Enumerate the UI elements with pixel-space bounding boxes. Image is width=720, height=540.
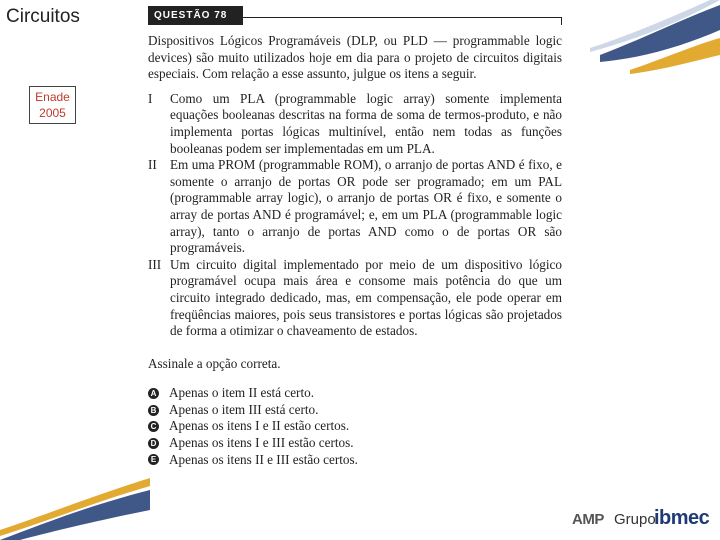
logo-amp-text: AMP	[572, 511, 604, 528]
question-intro: Dispositivos Lógicos Programáveis (DLP, ou PLD — programmable logic devices) são muito utilizados hoje em dia para o projeto de circuitos digitais especiais. Com relação a esse assunto, julgue os itens a seguir.	[148, 33, 562, 82]
answer-option-c[interactable]	[148, 418, 562, 435]
option-text: Apenas os itens II e III estão certos.	[169, 451, 358, 467]
question-number: QUESTÃO 78	[148, 6, 243, 25]
ibmec-logo	[572, 505, 720, 540]
option-text: Apenas os itens I e II estão certos.	[169, 418, 350, 434]
answer-option-e[interactable]	[148, 452, 562, 469]
option-letter-icon: E	[148, 454, 159, 465]
question-body	[148, 33, 562, 468]
option-letter-icon: B	[148, 405, 159, 416]
top-right-decoration	[590, 0, 720, 90]
slide-title: Circuitos	[6, 6, 80, 27]
statement-item	[148, 257, 562, 340]
header-rule-tick	[561, 17, 562, 25]
statement-text: Um circuito digital implementado por meio de um dispositivo lógico programável ocupa mais área e consome mais potência do que um circuito integrado dedicado, mas, em compensação, ele pode operar em freqüências maiores, pois seus transistores e portas lógicas são projetados de forma a otimizar o chaveamento de estados.	[170, 256, 562, 339]
answer-option-d[interactable]	[148, 435, 562, 452]
option-text: Apenas o item II está certo.	[169, 385, 315, 401]
statement-number: II	[148, 157, 157, 173]
option-text: Apenas o item III está certo.	[169, 401, 319, 417]
answer-options	[148, 385, 562, 468]
question-header	[148, 6, 562, 25]
enade-year: 2005	[39, 106, 66, 120]
answer-instruction: Assinale a opção correta.	[148, 355, 281, 371]
enade-label: Enade	[35, 90, 70, 104]
logo-grupo-text: Grupo	[614, 511, 656, 528]
enade-badge	[29, 86, 76, 124]
bottom-left-decoration	[0, 470, 150, 540]
option-letter-icon: A	[148, 388, 159, 399]
statement-text: Como um PLA (programmable logic array) somente implementa equações booleanas descritas na forma de soma de termos-produto, e não implementa portas lógicas multinível, então nem todas as funções booleanas podem ser implementadas em um PLA.	[170, 90, 562, 156]
statement-text: Em uma PROM (programmable ROM), o arranjo de portas AND é fixo, e somente o arranjo de portas OR pode ser programado; em um PAL (programmable array logic), o arranjo de portas OR é fixo, e somente o array de portas AND é programável; e, em um PLA (programmable logic array), tanto o arranjo de portas AND como o de portas OR são programáveis.	[170, 157, 562, 256]
statement-item	[148, 157, 562, 257]
answer-option-b[interactable]	[148, 402, 562, 419]
option-text: Apenas os itens I e III estão certos.	[169, 435, 354, 451]
header-rule	[243, 17, 562, 18]
statement-number: III	[148, 256, 162, 272]
statement-number: I	[148, 90, 153, 106]
statement-item	[148, 91, 562, 157]
option-letter-icon: D	[148, 438, 159, 449]
logo-ibmec-text: ibmec	[654, 507, 710, 529]
answer-option-a[interactable]	[148, 385, 562, 402]
option-letter-icon: C	[148, 421, 159, 432]
